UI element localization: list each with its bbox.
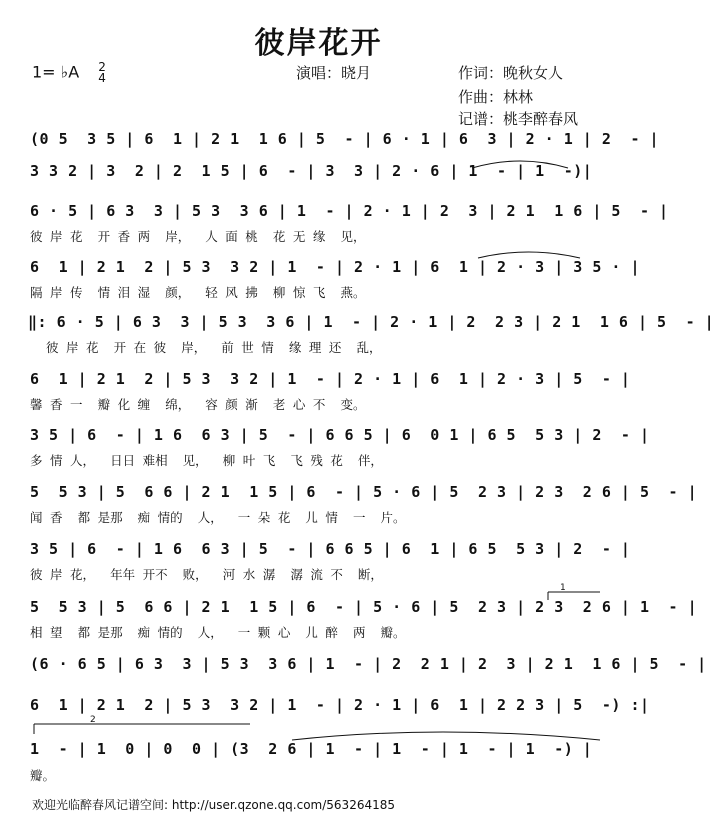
lyric-line: 隔 岸 传 情 泪 湿 颜， 轻 风 拂 柳 惊 飞 燕。 xyxy=(30,285,366,300)
singer-credit: 演唱：晓月 xyxy=(296,64,372,82)
notation-line: ‖: 6 · 5 | 6 3 3 | 5 3 3 6 | 1 - | 2 · 1 | 2 2 3 | 2 1 1 6 | 5 - | xyxy=(28,313,714,331)
notation-line: 6 · 5 | 6 3 3 | 5 3 3 6 | 1 - | 2 · 1 | 2 3 | 2 1 1 6 | 5 - | xyxy=(30,202,669,220)
footer-note: 欢迎光临醉春风记谱空间: http://user.qzone.qq.com/563264185 xyxy=(32,798,396,812)
notation-line: (0 5 3 5 | 6 1 | 2 1 1 6 | 5 - | 6 · 1 | 6 3 | 2 · 1 | 2 - | xyxy=(30,130,660,148)
notation-line: 5 5 3 | 5 6 6 | 2 1 1 5 | 6 - | 5 · 6 | 5 2 3 | 2 3 2 6 | 1 - | xyxy=(30,598,698,616)
lyric-line: 多 情 人， 日日 难相 见， 柳 叶 飞 飞 残 花 伴， xyxy=(30,453,383,468)
notation-line: 5 5 3 | 5 6 6 | 2 1 1 5 | 6 - | 5 · 6 | 5 2 3 | 2 3 2 6 | 5 - | xyxy=(30,483,698,501)
tie-arc xyxy=(292,732,600,740)
volta-1-number: 1 xyxy=(560,583,566,593)
song-title: 彼岸花开 xyxy=(254,26,383,61)
notation-line: 6 1 | 2 1 2 | 5 3 3 2 | 1 - | 2 · 1 | 6 1 | 2 · 3 | 3 5 · | xyxy=(30,258,640,276)
lyric-line: 馨 香 一 瓣 化 缠 绵， 容 颜 渐 老 心 不 变。 xyxy=(30,397,366,412)
time-signature-bottom: 4 xyxy=(98,71,106,85)
composer-credit: 作曲：林林 xyxy=(458,88,534,106)
notation-line: 3 3 2 | 3 2 | 2 1 5 | 6 - | 3 3 | 2 · 6 | 1 - | 1 -)| xyxy=(30,162,593,180)
lyric-line: 彼 岸 花， 年年 开不 败， 河 水 潺 潺 流 不 断， xyxy=(30,567,383,582)
time-signature-top: 2 xyxy=(98,60,106,74)
lyric-line: 瓣。 xyxy=(30,768,56,783)
tie-arc xyxy=(472,161,568,168)
lyric-line: 彼 岸 花 开 在 彼 岸， 前 世 情 缘 理 还 乱， xyxy=(46,340,382,355)
tie-arc xyxy=(478,252,580,258)
lyricist-credit: 作词：晚秋女人 xyxy=(458,64,564,82)
notation-line: 6 1 | 2 1 2 | 5 3 3 2 | 1 - | 2 · 1 | 6 1 | 2 2 3 | 5 -) :| xyxy=(30,696,650,714)
notation-line: 6 1 | 2 1 2 | 5 3 3 2 | 1 - | 2 · 1 | 6 1 | 2 · 3 | 5 - | xyxy=(30,370,631,388)
notation-line: 3 5 | 6 - | 1 6 6 3 | 5 - | 6 6 5 | 6 0 1 | 6 5 5 3 | 2 - | xyxy=(30,426,650,444)
volta-2-number: 2 xyxy=(90,715,96,725)
notation-line: (6 · 6 5 | 6 3 3 | 5 3 3 6 | 1 - | 2 2 1 | 2 3 | 2 1 1 6 | 5 - | xyxy=(30,655,707,673)
lyric-line: 彼 岸 花 开 香 两 岸， 人 面 桃 花 无 缘 见， xyxy=(30,229,366,244)
lyric-line: 闻 香 都 是那 痴 情的 人， 一 朵 花 儿 情 一 片。 xyxy=(30,510,406,525)
transcriber-credit: 记谱：桃李醉春风 xyxy=(458,110,579,128)
lyric-line: 相 望 都 是那 痴 情的 人， 一 颗 心 儿 醉 两 瓣。 xyxy=(30,625,406,640)
notation-line: 3 5 | 6 - | 1 6 6 3 | 5 - | 6 6 5 | 6 1 | 6 5 5 3 | 2 - | xyxy=(30,540,631,558)
notation-line: 1 - | 1 0 | 0 0 | (3 2 6 | 1 - | 1 - | 1 - | 1 -) | xyxy=(30,740,593,758)
key-label: 1= ♭A xyxy=(32,62,80,82)
